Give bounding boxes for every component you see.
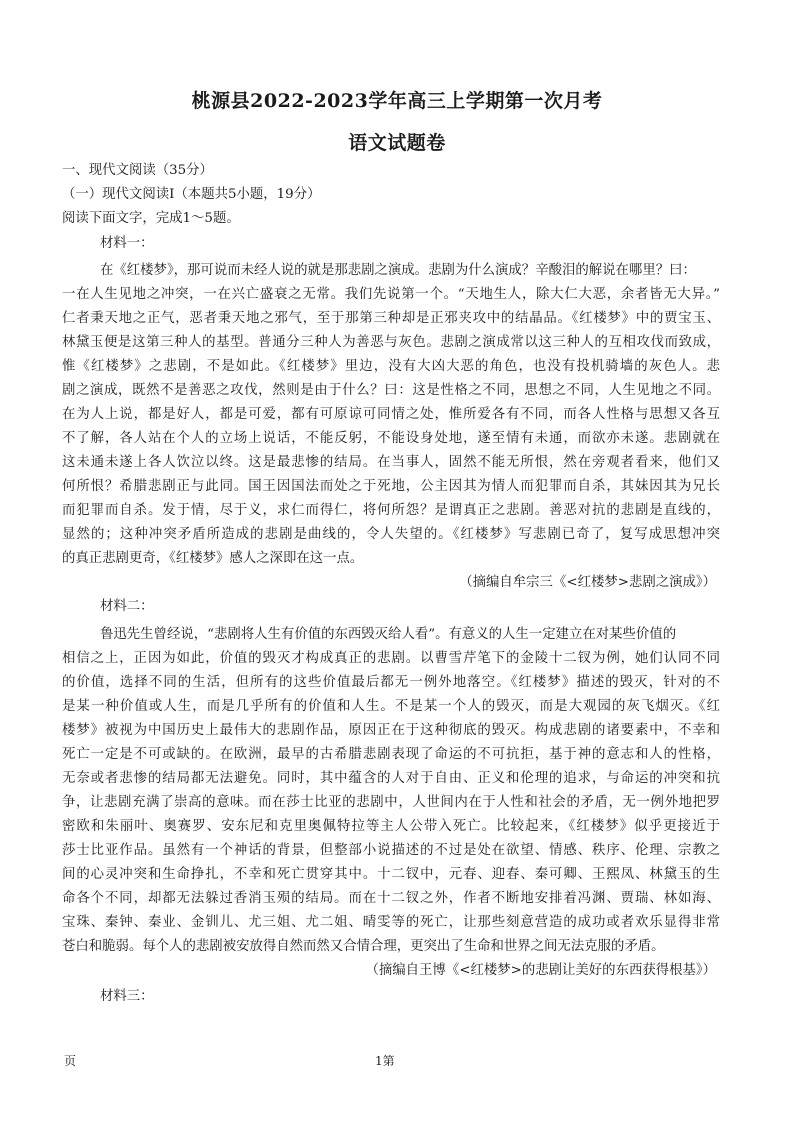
paragraph-line: 莎士比亚作品。虽然有一个神话的背景，但整部小说描述的不过是处在欲望、情感、秩序、伦理、宗教之 bbox=[62, 843, 720, 858]
paragraph-line: 是某一种价值或人生，而是几乎所有的价值和人生。不是某一个人的毁灭，而是大观园的灰飞烟灭。《红 bbox=[62, 699, 720, 714]
paragraph-line: 的价值，选择不同的生活，但所有的这些价值最后都无一例外地落空。《红楼梦》描述的毁灭，针对的不 bbox=[62, 675, 720, 690]
document-subtitle: 语文试题卷 bbox=[348, 132, 446, 154]
section-heading: 一、现代文阅读（35分） bbox=[62, 163, 213, 178]
paragraph-line: 不了解，各人站在个人的立场上说话，不能反躬，不能设身处地，遂至情有未通，而欲亦未遂。悲剧就在 bbox=[62, 431, 720, 446]
material2-source: （摘编自王博《<红楼梦>的悲剧让美好的东西获得根基》） bbox=[365, 963, 716, 978]
paragraph-line: 一在人生见地之冲突，一在兴亡盛衰之无常。我们先说第一个。“天地生人，除大仁大恶，余者皆无大异。” bbox=[62, 287, 720, 302]
paragraph-line: 的真正悲剧更奇，《红楼梦》感人之深即在这一点。 bbox=[62, 551, 364, 566]
paragraph-line: 在《红楼梦》，那可说而未经人说的就是那悲剧之演成。悲剧为什么演成？辛酸泪的解说在哪里？曰： bbox=[100, 263, 696, 278]
paragraph-line: 争，让悲剧充满了崇高的意味。而在莎士比亚的悲剧中，人世间内在于人性和社会的矛盾，无一例外地把罗 bbox=[62, 795, 720, 810]
paragraph-line: 密欧和朱丽叶、奥赛罗、安东尼和克里奥佩特拉等主人公带入死亡。比较起来，《红楼梦》似乎更接近于 bbox=[62, 819, 720, 834]
paragraph-line: 死亡一定是不可或缺的。在欧洲，最早的古希腊悲剧表现了命运的不可抗拒，基于神的意志和人的性格， bbox=[62, 747, 720, 762]
material1-source: （摘编自牟宗三《<红楼梦>悲剧之演成》） bbox=[459, 575, 716, 590]
paragraph-line: 显然的；这种冲突矛盾所造成的悲剧是曲线的，令人失望的。《红楼梦》写悲剧已奇了，复写成思想冲突 bbox=[62, 527, 720, 542]
paragraph-line: 剧之演成，既然不是善恶之攻伐，然则是由于什么？曰：这是性格之不同，思想之不同，人生见地之不同。 bbox=[62, 383, 720, 398]
paragraph-line: 苍白和脆弱。每个人的悲剧被安放得自然而然又合情合理，更突出了生命和世界之间无法克服的矛盾。 bbox=[62, 939, 665, 954]
paragraph-line: 惟《红楼梦》之悲剧，不是如此。《红楼梦》里边，没有大凶大恶的角色，也没有投机骑墙的灰色人。悲 bbox=[62, 359, 720, 374]
footer-page-label: 页 bbox=[64, 1054, 77, 1068]
paragraph-line: 间的心灵冲突和生命挣扎，不幸和死亡贯穿其中。十二钗中，元春、迎春、秦可卿、王熙凤、林黛玉的生 bbox=[62, 867, 720, 882]
paragraph-line: 宝珠、秦钟、秦业、金钏儿、尤三姐、尤二姐、晴雯等的死亡，让那些刻意营造的成功或者欢乐显得非常 bbox=[62, 915, 720, 930]
instruction-text: 阅读下面文字，完成1～5题。 bbox=[62, 211, 240, 226]
paragraph-line: 在为人上说，都是好人，都是可爱，都有可原谅可同情之处，惟所爱各有不同，而各人性格与思想又各互 bbox=[62, 407, 720, 422]
footer-page-number: 1第 bbox=[375, 1054, 395, 1068]
paragraph-line: 而犯罪而自杀。发于情，尽于义，求仁而得仁，将何所怨？是谓真正之悲剧。善恶对抗的悲剧是直线的， bbox=[62, 503, 720, 518]
paragraph-line: 楼梦》被视为中国历史上最伟大的悲剧作品，原因正在于这种彻底的毁灭。构成悲剧的诸要素中，不幸和 bbox=[62, 723, 720, 738]
paragraph-line: 无奈或者悲惨的结局都无法避免。同时，其中蕴含的人对于自由、正义和伦理的追求，与命运的冲突和抗 bbox=[62, 771, 720, 786]
paragraph-line: 这未通未遂上各人饮泣以终。这是最悲惨的结局。在当事人，固然不能无所恨，然在旁观者看来，他们又 bbox=[62, 455, 720, 470]
paragraph-line: 命各个不同，却都无法躲过香消玉殒的结局。而在十二钗之外，作者不断地安排着冯渊、贾瑞、林如海、 bbox=[62, 891, 720, 906]
paragraph-line: 林黛玉便是这第三种人的基型。普通分三种人为善恶与灰色。悲剧之演成常以这三种人的互相攻伐而致成， bbox=[62, 335, 720, 350]
document-title: 桃源县2022-2023学年高三上学期第一次月考 bbox=[191, 90, 603, 112]
subsection-heading: （一）现代文阅读Ⅰ（本题共5小题，19分） bbox=[62, 187, 321, 202]
paragraph-line: 仁者秉天地之正气，恶者秉天地之邪气，至于那第三种却是正邪夹攻中的结晶品。《红楼梦》中的贾宝玉、 bbox=[62, 311, 720, 326]
material1-label: 材料一： bbox=[100, 236, 154, 251]
material3-label: 材料三： bbox=[100, 989, 154, 1004]
paragraph-line: 鲁迅先生曾经说，“悲剧将人生有价值的东西毁灭给人看”。有意义的人生一定建立在对某些价值的 bbox=[100, 627, 677, 642]
paragraph-line: 何所恨？希腊悲剧正与此同。国王因国法而处之于死地，公主因其为情人而犯罪而自杀，其妹因其为兄长 bbox=[62, 479, 720, 494]
paragraph-line: 相信之上，正因为如此，价值的毁灭才构成真正的悲剧。以曹雪芹笔下的金陵十二钗为例，她们认同不同 bbox=[62, 651, 720, 666]
material2-label: 材料二： bbox=[100, 599, 154, 614]
